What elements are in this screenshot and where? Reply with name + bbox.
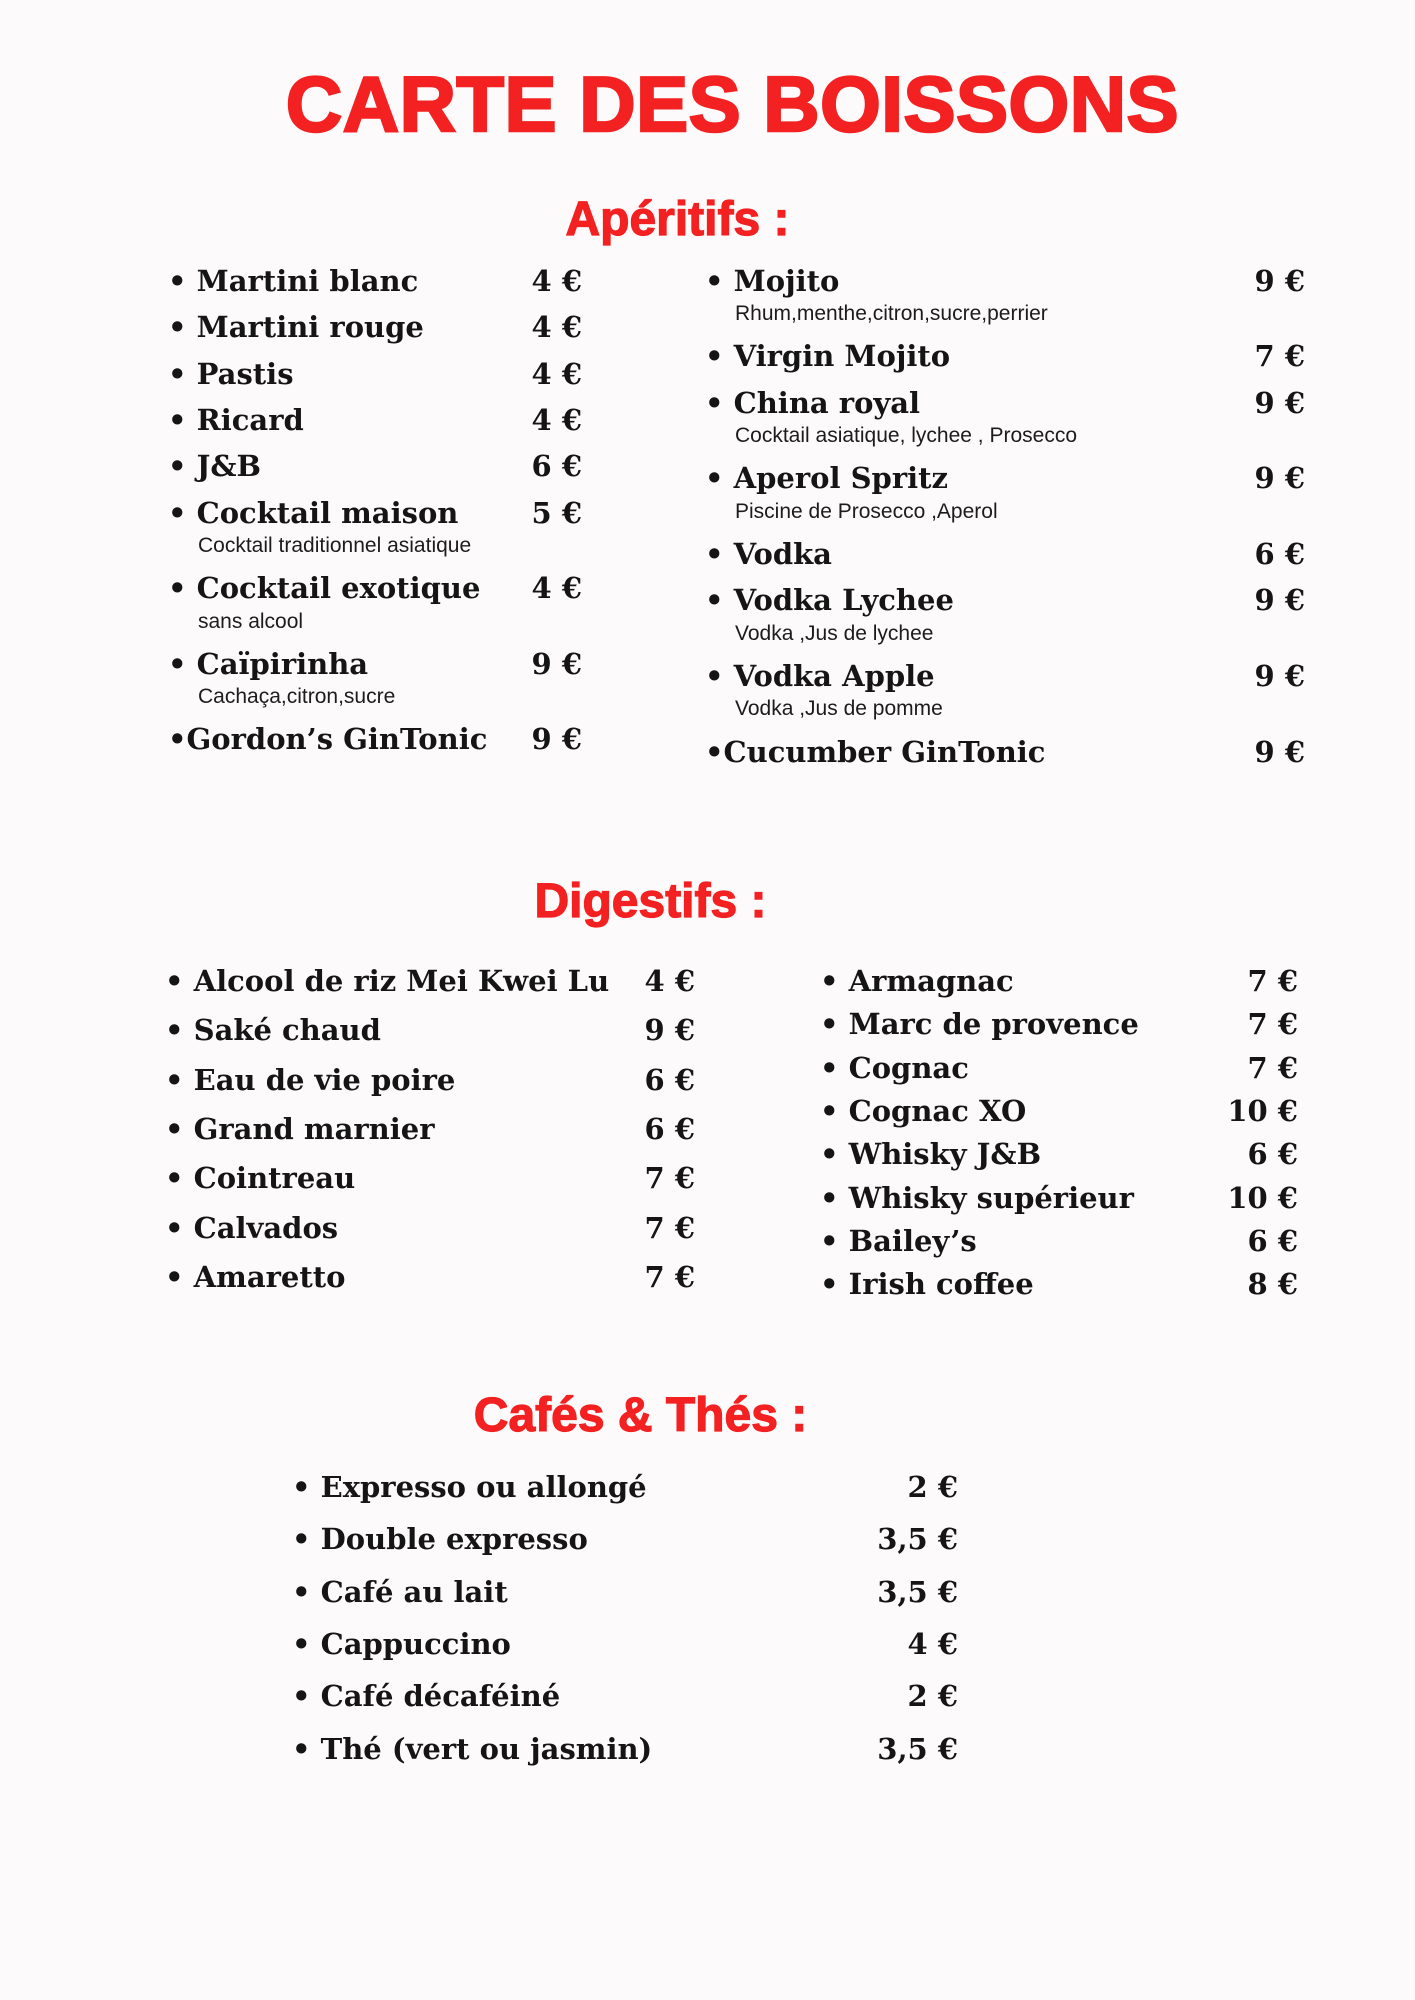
- item-price: 8 €: [1247, 1267, 1298, 1302]
- menu-item: [168, 265, 582, 298]
- menu-item-text: [705, 736, 1045, 769]
- item-name: • Cointreau: [165, 1161, 356, 1196]
- menu-item: [292, 1576, 958, 1609]
- menu-item: [705, 462, 1305, 525]
- menu-item-text: [165, 1212, 338, 1245]
- item-price: 4 €: [644, 964, 695, 999]
- item-name: •Cucumber GinTonic: [705, 734, 1046, 769]
- menu-item-text: [292, 1680, 560, 1713]
- menu-item-text: [292, 1471, 647, 1504]
- item-name: • Vodka Lychee: [705, 583, 954, 618]
- item-description: Rhum,menthe,citron,sucre,perrier: [735, 302, 1048, 326]
- item-name: • Vodka: [705, 537, 832, 571]
- item-price: 4 €: [531, 356, 582, 391]
- item-name: • Cocktail exotique: [168, 571, 481, 606]
- item-price: 3,5 €: [877, 1731, 958, 1766]
- menu-item: [292, 1523, 958, 1556]
- menu-item: [705, 387, 1305, 450]
- menu-item-text: [292, 1628, 511, 1661]
- menu-item: [705, 584, 1305, 647]
- menu-item: [168, 648, 582, 711]
- menu-item: [165, 1261, 695, 1294]
- item-name: • Cappuccino: [292, 1627, 511, 1662]
- menu-item: [165, 965, 695, 998]
- menu-item-text: [165, 965, 609, 998]
- item-price: 4 €: [531, 402, 582, 437]
- item-price: 10 €: [1227, 1094, 1298, 1129]
- item-price: 3,5 €: [877, 1522, 958, 1557]
- item-price: 2 €: [907, 1679, 958, 1714]
- menu-item-text: [820, 1182, 1134, 1215]
- item-price: 9 €: [531, 646, 582, 681]
- menu-item-text: [168, 404, 304, 437]
- digestifs-heading: Digestifs :: [534, 874, 767, 928]
- menu-item: [168, 572, 582, 635]
- menu-item-text: [165, 1113, 435, 1146]
- item-description: Cocktail asiatique, lychee , Prosecco: [735, 424, 1077, 448]
- section-cafes-thes: [0, 1388, 1415, 1785]
- item-price: 4 €: [531, 310, 582, 345]
- menu-item: [705, 265, 1305, 328]
- item-name: • Bailey’s: [820, 1224, 977, 1259]
- menu-item-text: [168, 497, 471, 560]
- menu-item: [165, 1064, 695, 1097]
- item-price: 7 €: [1247, 964, 1298, 999]
- item-price: 7 €: [1254, 339, 1305, 374]
- item-price: 4 €: [531, 263, 582, 298]
- menu-item-text: [168, 311, 424, 344]
- menu-item-text: [165, 1162, 355, 1195]
- menu-item: [165, 1162, 695, 1195]
- menu-item-text: [165, 1064, 455, 1097]
- item-price: 7 €: [1247, 1007, 1298, 1042]
- section-digestifs: [0, 874, 1415, 1312]
- item-price: 9 €: [1254, 658, 1305, 693]
- item-description: Vodka ,Jus de pomme: [735, 697, 943, 721]
- menu-item: [168, 723, 582, 756]
- item-name: • Aperol Spritz: [705, 461, 948, 496]
- menu-item-text: [168, 450, 261, 483]
- item-name: • Armagnac: [820, 964, 1014, 999]
- menu-item: [820, 1008, 1298, 1041]
- menu-item-text: [168, 265, 418, 298]
- item-name: • Ricard: [168, 402, 304, 437]
- item-name: •Gordon’s GinTonic: [168, 722, 488, 757]
- item-price: 4 €: [531, 571, 582, 606]
- menu-item: [292, 1628, 958, 1661]
- menu-item: [705, 340, 1305, 373]
- item-name: • J&B: [168, 449, 262, 484]
- item-price: 7 €: [1247, 1050, 1298, 1085]
- menu-item-text: [292, 1733, 652, 1766]
- item-name: • Café au lait: [292, 1574, 508, 1609]
- aperitifs-left-column: [168, 265, 582, 770]
- section-aperitifs: [0, 192, 1415, 782]
- menu-item-text: [292, 1576, 508, 1609]
- item-name: • Eau de vie poire: [165, 1062, 456, 1097]
- item-name: • Martini blanc: [168, 263, 419, 298]
- menu-item: [168, 358, 582, 391]
- menu-item: [292, 1680, 958, 1713]
- item-price: 7 €: [644, 1210, 695, 1245]
- item-description: sans alcool: [198, 609, 304, 633]
- menu-item: [820, 1225, 1298, 1258]
- item-price: 6 €: [1247, 1224, 1298, 1259]
- item-description: Vodka ,Jus de lychee: [735, 621, 934, 645]
- item-price: 4 €: [907, 1627, 958, 1662]
- digestifs-left-column: [165, 965, 695, 1310]
- menu-item-text: [168, 572, 480, 635]
- item-name: • Irish coffee: [820, 1267, 1034, 1302]
- menu-item: [705, 736, 1305, 769]
- menu-item-text: [705, 660, 943, 723]
- item-description: Cachaça,citron,sucre: [198, 685, 396, 709]
- item-name: • Whisky supérieur: [820, 1180, 1134, 1215]
- item-price: 9 €: [1254, 385, 1305, 420]
- page-title: CARTE DES BOISSONS: [285, 60, 1180, 148]
- item-price: 3,5 €: [877, 1574, 958, 1609]
- menu-item: [705, 660, 1305, 723]
- menu-item: [292, 1471, 958, 1504]
- item-price: 6 €: [1254, 537, 1305, 571]
- item-name: • Martini rouge: [168, 310, 424, 345]
- menu-item-text: [168, 358, 294, 391]
- menu-item-text: [820, 965, 1014, 998]
- item-name: • Pastis: [168, 356, 294, 391]
- item-name: • Cognac: [820, 1050, 969, 1085]
- menu-item: [820, 1138, 1298, 1171]
- menu-item: [820, 1052, 1298, 1085]
- item-price: 6 €: [644, 1112, 695, 1147]
- menu-item: [820, 965, 1298, 998]
- item-name: • Double expresso: [292, 1522, 588, 1557]
- item-price: 9 €: [1254, 734, 1305, 769]
- menu-item-text: [168, 648, 395, 711]
- item-name: • Cognac XO: [820, 1094, 1027, 1129]
- menu-item-text: [820, 1138, 1041, 1171]
- cafes-thes-heading: Cafés & Thés :: [473, 1388, 808, 1442]
- aperitifs-right-column: [705, 265, 1305, 782]
- menu-item-text: [292, 1523, 588, 1556]
- menu-item: [168, 450, 582, 483]
- item-price: 6 €: [644, 1062, 695, 1097]
- menu-item: [165, 1014, 695, 1047]
- cafes-column: [292, 1471, 958, 1785]
- item-name: • Virgin Mojito: [705, 339, 951, 374]
- item-name: • Mojito: [705, 263, 840, 298]
- digestifs-columns: [0, 965, 1415, 1312]
- menu-item-text: [705, 387, 1077, 450]
- item-description: Piscine de Prosecco ,Aperol: [735, 499, 998, 523]
- menu-item-text: [165, 1261, 345, 1294]
- menu-item-text: [705, 340, 950, 373]
- menu-item-text: [705, 265, 1048, 328]
- menu-item: [165, 1113, 695, 1146]
- item-name: • Grand marnier: [165, 1112, 435, 1147]
- item-price: 6 €: [531, 449, 582, 484]
- item-name: • Alcool de riz Mei Kwei Lu: [165, 964, 610, 999]
- menu-item: [820, 1182, 1298, 1215]
- digestifs-right-column: [820, 965, 1298, 1312]
- item-name: • Café décaféiné: [292, 1679, 561, 1714]
- item-name: • Calvados: [165, 1210, 339, 1245]
- menu-item-text: [705, 584, 954, 647]
- menu-item-text: [705, 462, 998, 525]
- menu-item-text: [820, 1008, 1139, 1041]
- menu-item: [168, 404, 582, 437]
- menu-item: [820, 1268, 1298, 1301]
- menu-item-text: [168, 723, 487, 756]
- menu-item: [165, 1212, 695, 1245]
- item-description: Cocktail traditionnel asiatique: [198, 533, 472, 557]
- item-name: • Caïpirinha: [168, 646, 369, 681]
- menu-item: [705, 538, 1305, 571]
- menu-item: [168, 311, 582, 344]
- item-price: 9 €: [644, 1013, 695, 1048]
- item-name: • Whisky J&B: [820, 1137, 1042, 1172]
- item-name: • Amaretto: [165, 1260, 346, 1295]
- item-price: 7 €: [644, 1260, 695, 1295]
- item-price: 9 €: [1254, 583, 1305, 618]
- item-price: 9 €: [531, 722, 582, 757]
- menu-item: [168, 497, 582, 560]
- aperitifs-columns: [0, 265, 1415, 782]
- item-price: 7 €: [644, 1161, 695, 1196]
- menu-item-text: [820, 1268, 1034, 1301]
- item-price: 2 €: [907, 1470, 958, 1504]
- menu-item-text: [820, 1095, 1026, 1128]
- item-price: 5 €: [531, 495, 582, 530]
- cafes-columns: [0, 1471, 1415, 1785]
- menu-item-text: [165, 1014, 381, 1047]
- item-name: • Expresso ou allongé: [292, 1470, 647, 1504]
- item-price: 6 €: [1247, 1137, 1298, 1172]
- item-price: 10 €: [1227, 1180, 1298, 1215]
- item-price: 9 €: [1254, 461, 1305, 496]
- menu-item: [820, 1095, 1298, 1128]
- item-name: • China royal: [705, 385, 921, 420]
- item-name: • Marc de provence: [820, 1007, 1139, 1042]
- menu-item: [292, 1733, 958, 1766]
- menu-item-text: [705, 538, 832, 571]
- aperitifs-heading: Apéritifs :: [565, 192, 790, 246]
- item-name: • Saké chaud: [165, 1013, 381, 1048]
- item-price: 9 €: [1254, 263, 1305, 298]
- menu-item-text: [820, 1225, 977, 1258]
- item-name: • Cocktail maison: [168, 495, 459, 530]
- menu-item-text: [820, 1052, 969, 1085]
- item-name: • Vodka Apple: [705, 658, 935, 693]
- item-name: • Thé (vert ou jasmin): [292, 1731, 653, 1766]
